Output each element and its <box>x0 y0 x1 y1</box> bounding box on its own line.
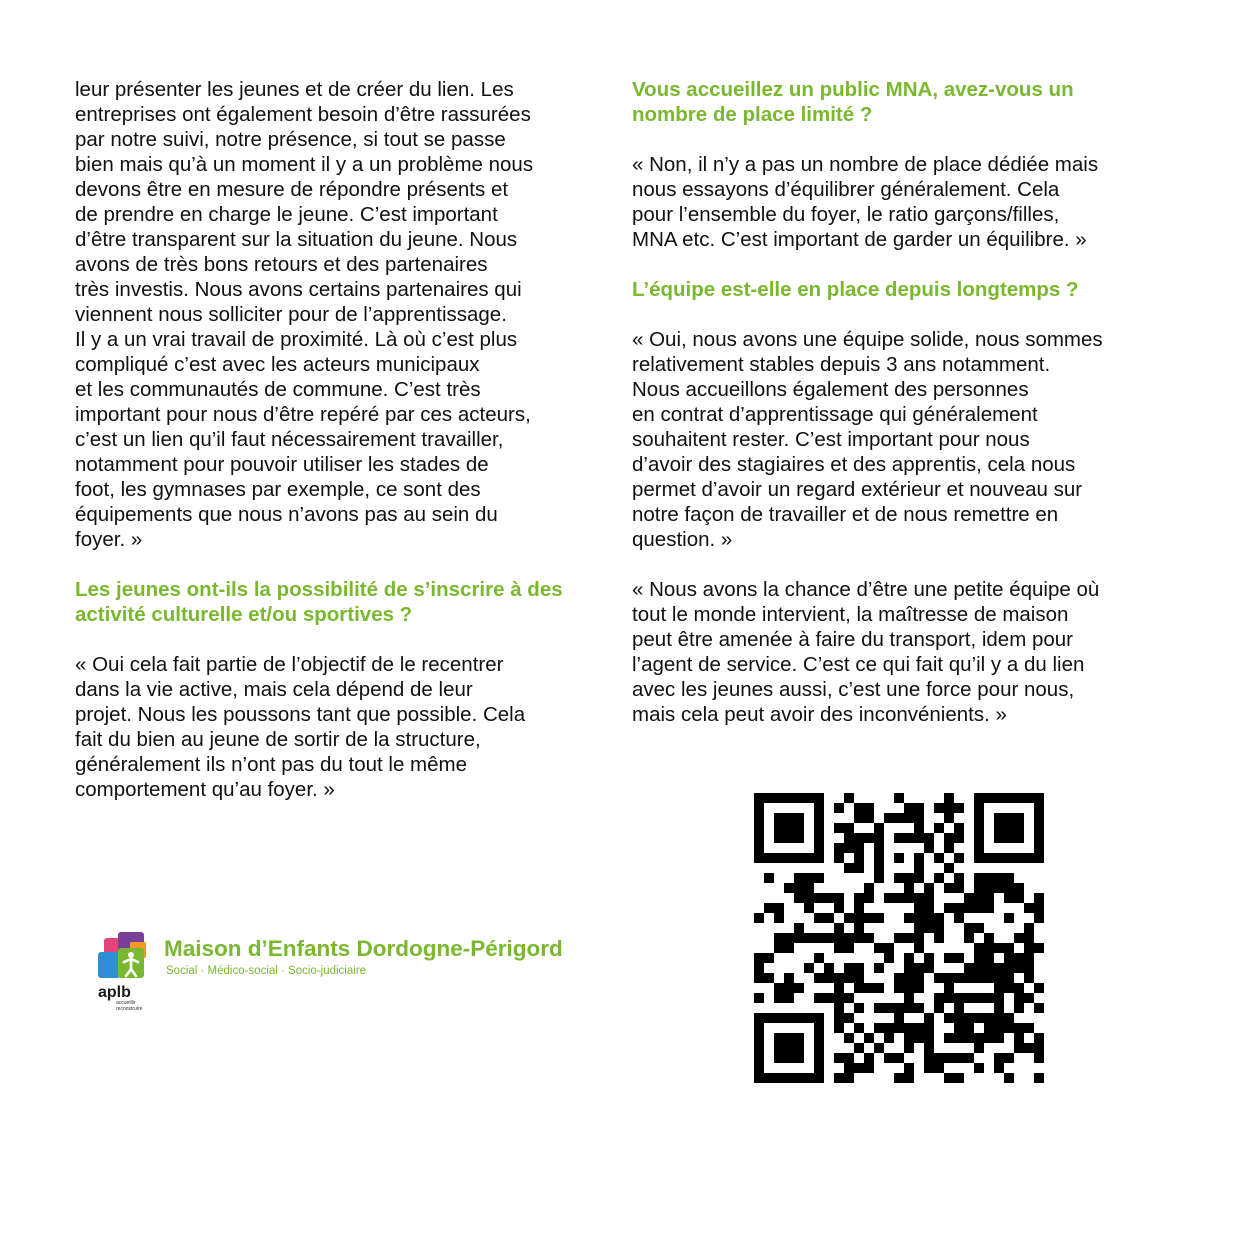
svg-text:reconstruire: reconstruire <box>116 1006 143 1012</box>
right-question-1: Vous accueillez un public MNA, avez-vous un nombre de place limité ? <box>632 78 1074 126</box>
logo-subtitle: Social · Médico-social · Socio-judiciaire <box>166 965 367 977</box>
qr-code <box>754 793 1044 1083</box>
logo-title: Maison d’Enfants Dordogne-Périgord <box>164 936 563 961</box>
organization-logo <box>96 928 616 1018</box>
right-answer-1: « Non, il n’y a pas un nombre de place dédiée mais nous essayons d’équilibrer généralement. Cela pour l’ensemble du foyer, le ratio garçons/filles, MNA etc. C’est important de garder un équilibre. » <box>632 153 1099 251</box>
logo-brand-text: aplb <box>98 984 131 1001</box>
svg-text:accueillir: accueillir <box>116 1000 136 1006</box>
right-answer-3: « Nous avons la chance d’être une petite équipe où tout le monde intervient, la maîtresse de maison peut être amenée à faire du transport, idem pour l’agent de service. C’est ce qui fait qu’il y a du lien avec les jeunes aussi, c’est une force pour nous, mais cela peut avoir des inconvénients. » <box>632 578 1100 726</box>
left-column <box>75 77 620 802</box>
right-question-2: L’équipe est-elle en place depuis longtemps ? <box>632 278 1079 301</box>
right-column <box>632 77 1182 727</box>
aplb-logo-icon <box>96 928 160 1012</box>
right-answer-2: « Oui, nous avons une équipe solide, nous sommes relativement stables depuis 3 ans notamment. Nous accueillons également des personnes en contrat d’apprentissage qui généralement souhaitent rester. C’est important pour nous d’avoir des stagiaires et des apprentis, cela nous permet d’avoir un regard extérieur et nouveau sur notre façon de travailler et de nous remettre en question. » <box>632 328 1103 551</box>
left-answer-1: « Oui cela fait partie de l’objectif de le recentrer dans la vie active, mais cela dépend de leur projet. Nous les poussons tant que possible. Cela fait du bien au jeune de sortir de la structure, généralement ils n’ont pas du tout le même comportement qu’au foyer. » <box>75 653 526 801</box>
left-paragraph-1: leur présenter les jeunes et de créer du lien. Les entreprises ont également besoin d’être rassurées par notre suivi, notre présence, si tout se passe bien mais qu’à un moment il y a un problème nous devons être en mesure de répondre présents et de prendre en charge le jeune. C’est important d’être transparent sur la situation du jeune. Nous avons de très bons retours et des partenaires très investis. Nous avons certains partenaires qui viennent nous solliciter pour de l’apprentissage. Il y a un vrai travail de proximité. Là où c’est plus compliqué c’est avec les acteurs municipaux et les communautés de commune. C’est très important pour nous d’être repéré par ces acteurs, c’est un lien qu’il faut nécessairement travailler, notamment pour pouvoir utiliser les stades de foot, les gymnases par exemple, ce sont des équipements que nous n’avons pas au sein du foyer. » <box>75 78 534 551</box>
left-question-1: Les jeunes ont-ils la possibilité de s’inscrire à des activité culturelle et/ou sportives ? <box>75 578 563 626</box>
